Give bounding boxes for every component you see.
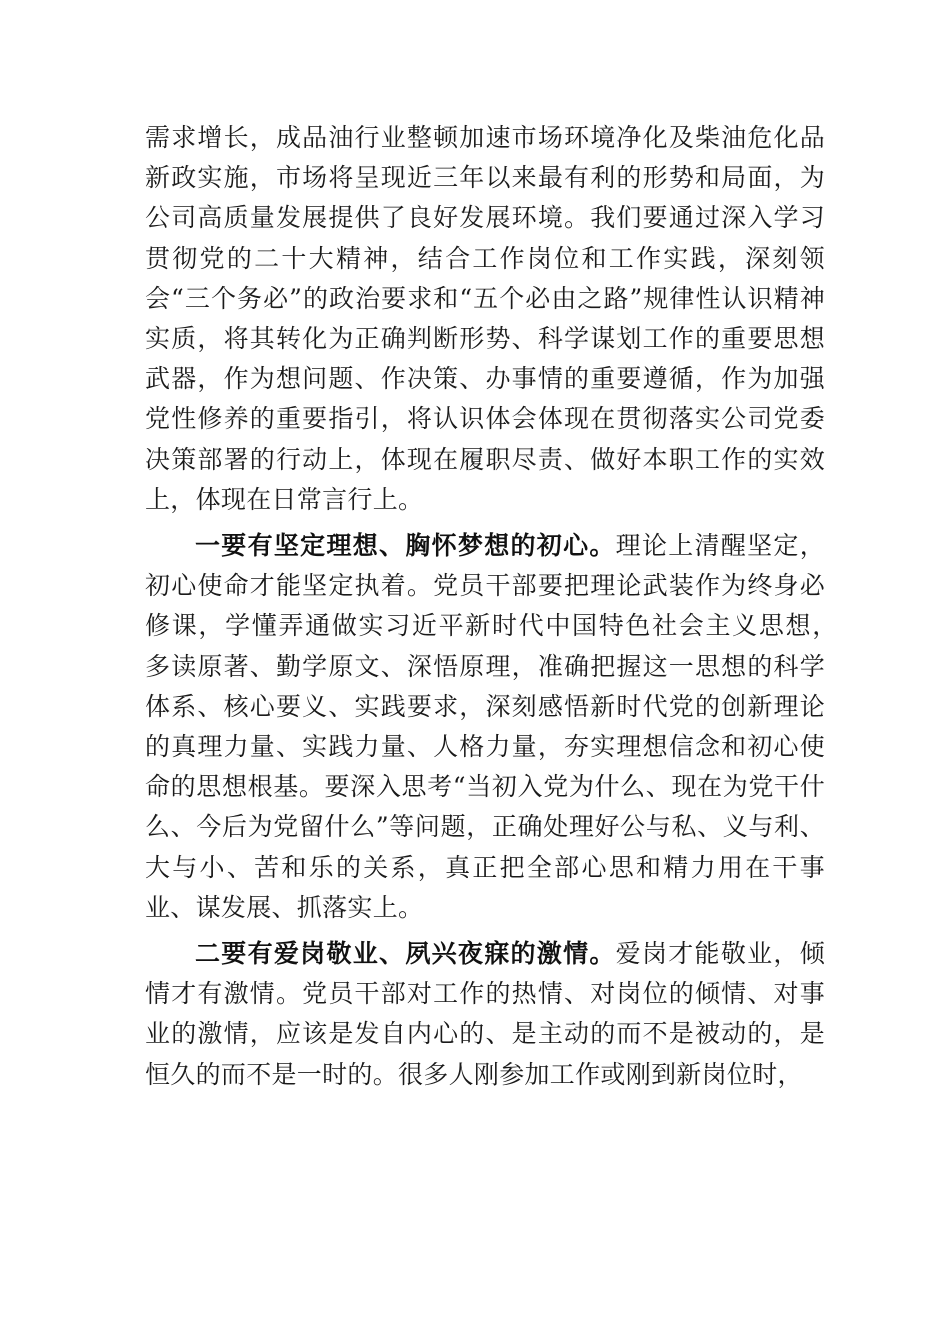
paragraph-2 (145, 526, 851, 928)
paragraph-2-heading: 一要有坚定理想、胸怀梦想的初心。 (195, 531, 616, 561)
paragraph-3 (145, 934, 825, 1095)
document-body (145, 118, 851, 1095)
paragraph-3-text: 爱岗才能敬业，倾情才有激情。党员干部对工作的热情、对岗位的倾情、对事业的激情，应该是发自内心的、是主动的而不是被动的，是恒久的而不是一时的。很多人刚参加工作或刚到新岗位时， (145, 939, 825, 1089)
paragraph-1 (145, 118, 825, 520)
paragraph-3-heading: 二要有爱岗敬业、夙兴夜寐的激情。 (195, 939, 616, 969)
paragraph-1-text: 需求增长，成品油行业整顿加速市场环境净化及柴油危化品新政实施，市场将呈现近三年以来最有利的形势和局面，为公司高质量发展提供了良好发展环境。我们要通过深入学习贯彻党的二十大精神，结合工作岗位和工作实践，深刻领会“三个务必”的政治要求和“五个必由之路”规律性认识精神实质，将其转化为正确判断形势、科学谋划工作的重要思想武器，作为想问题、作决策、办事情的重要遵循，作为加强党性修养的重要指引，将认识体会体现在贯彻落实公司党委决策部署的行动上，体现在履职尽责、做好本职工作的实效上，体现在日常言行上。 (145, 123, 825, 514)
paragraph-2-text: 理论上清醒坚定，初心使命才能坚定执着。党员干部要把理论武装作为终身必修课，学懂弄通做实习近平新时代中国特色社会主义思想， 多读原著、勤学原文、深悟原理，准确把握这一思想的科学体系、核心要义、实践要求，深刻感悟新时代党的创新理论的真理力量、实践力量、人格力量，夯实理想信念和初心使命的思想根基。要深入思考“当初入党为什么、现在为党干什么、今后为党留什么”等问题，正确处理好公与私、义与利、大与小、苦和乐的关系，真正把全部心思和精力用在干事业、谋发展、抓落实上。 (145, 531, 851, 922)
